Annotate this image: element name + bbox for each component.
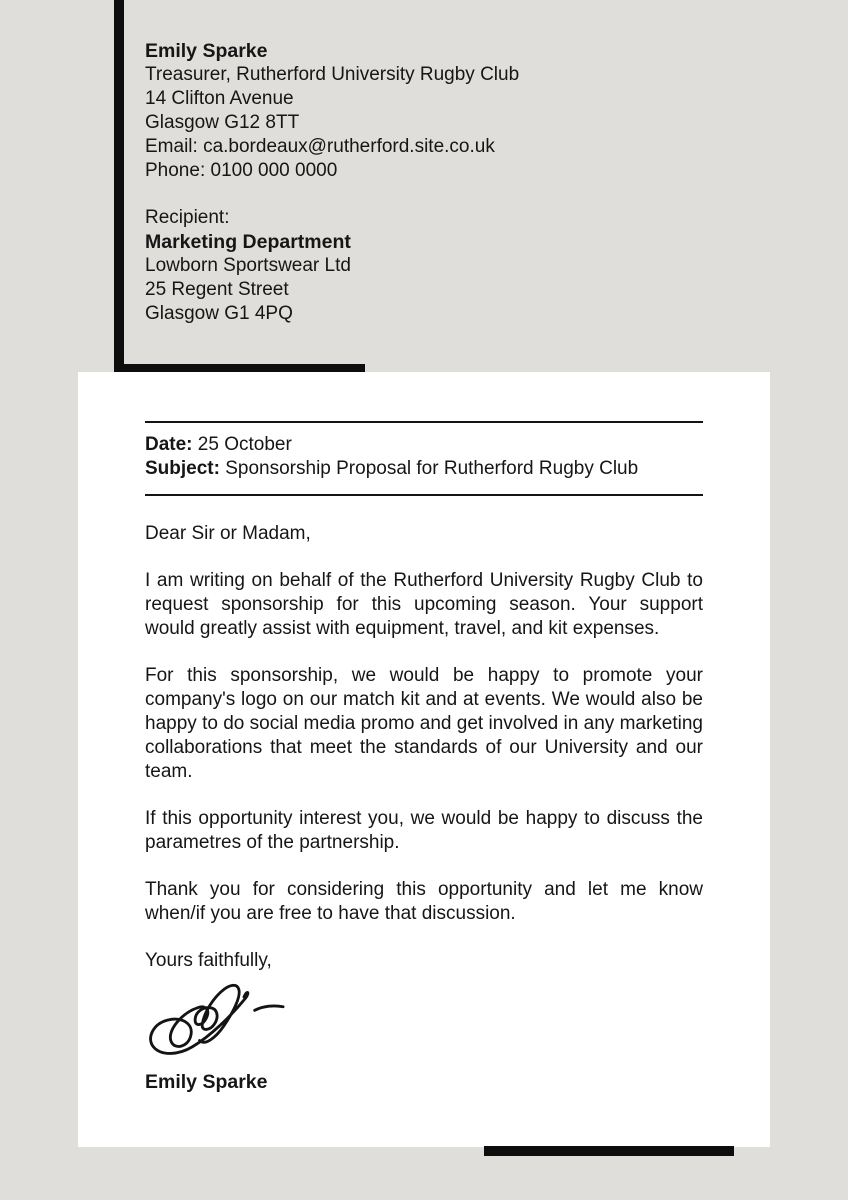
sender-phone: Phone: 0100 000 0000 bbox=[145, 160, 338, 181]
date-label: Date: bbox=[145, 434, 193, 455]
sender-title: Treasurer, Rutherford University Rugby Club bbox=[145, 64, 520, 85]
signature-name: Emily Sparke bbox=[145, 1071, 268, 1093]
recipient-address-line2: Glasgow G1 4PQ bbox=[145, 303, 293, 324]
letter-meta bbox=[145, 421, 703, 496]
address-block bbox=[145, 39, 519, 326]
accent-bar-bottom bbox=[484, 1146, 734, 1156]
accent-bar-horizontal bbox=[114, 364, 365, 372]
body-paragraph: I am writing on behalf of the Rutherford University Rugby Club to request sponsorship for this upcoming season. Your support would greatly assist with equipment, travel, and kit expenses. bbox=[145, 570, 703, 639]
closing: Yours faithfully, bbox=[145, 950, 272, 971]
handwritten-signature-image bbox=[139, 981, 317, 1061]
accent-bar-vertical bbox=[114, 0, 124, 372]
date-line bbox=[145, 433, 703, 457]
subject-label: Subject: bbox=[145, 458, 220, 479]
recipient-department: Marketing Department bbox=[145, 231, 351, 253]
subject-value: Sponsorship Proposal for Rutherford Rugby Club bbox=[225, 458, 639, 479]
letter-sheet bbox=[78, 372, 770, 1147]
recipient-label: Recipient: bbox=[145, 207, 230, 228]
subject-line bbox=[145, 457, 703, 481]
block-gap bbox=[145, 183, 519, 206]
sender-address-line1: 14 Clifton Avenue bbox=[145, 88, 294, 109]
date-value: 25 October bbox=[197, 434, 292, 455]
salutation: Dear Sir or Madam, bbox=[145, 523, 311, 544]
body-paragraph: If this opportunity interest you, we would be happy to discuss the parametres of the partnership. bbox=[145, 808, 703, 853]
sender-address-line2: Glasgow G12 8TT bbox=[145, 112, 300, 133]
sender-email: Email: ca.bordeaux@rutherford.site.co.uk bbox=[145, 136, 495, 157]
recipient-address-line1: 25 Regent Street bbox=[145, 279, 289, 300]
body-paragraph: For this sponsorship, we would be happy to promote your company's logo on our match kit and at events. We would also be happy to do social media promo and get involved in any marketing collaborations that meet the standards of our University and our team. bbox=[145, 665, 703, 782]
sender-name: Emily Sparke bbox=[145, 40, 268, 62]
recipient-company: Lowborn Sportswear Ltd bbox=[145, 255, 351, 276]
body-paragraph: Thank you for considering this opportunity and let me know when/if you are free to have that discussion. bbox=[145, 879, 703, 924]
